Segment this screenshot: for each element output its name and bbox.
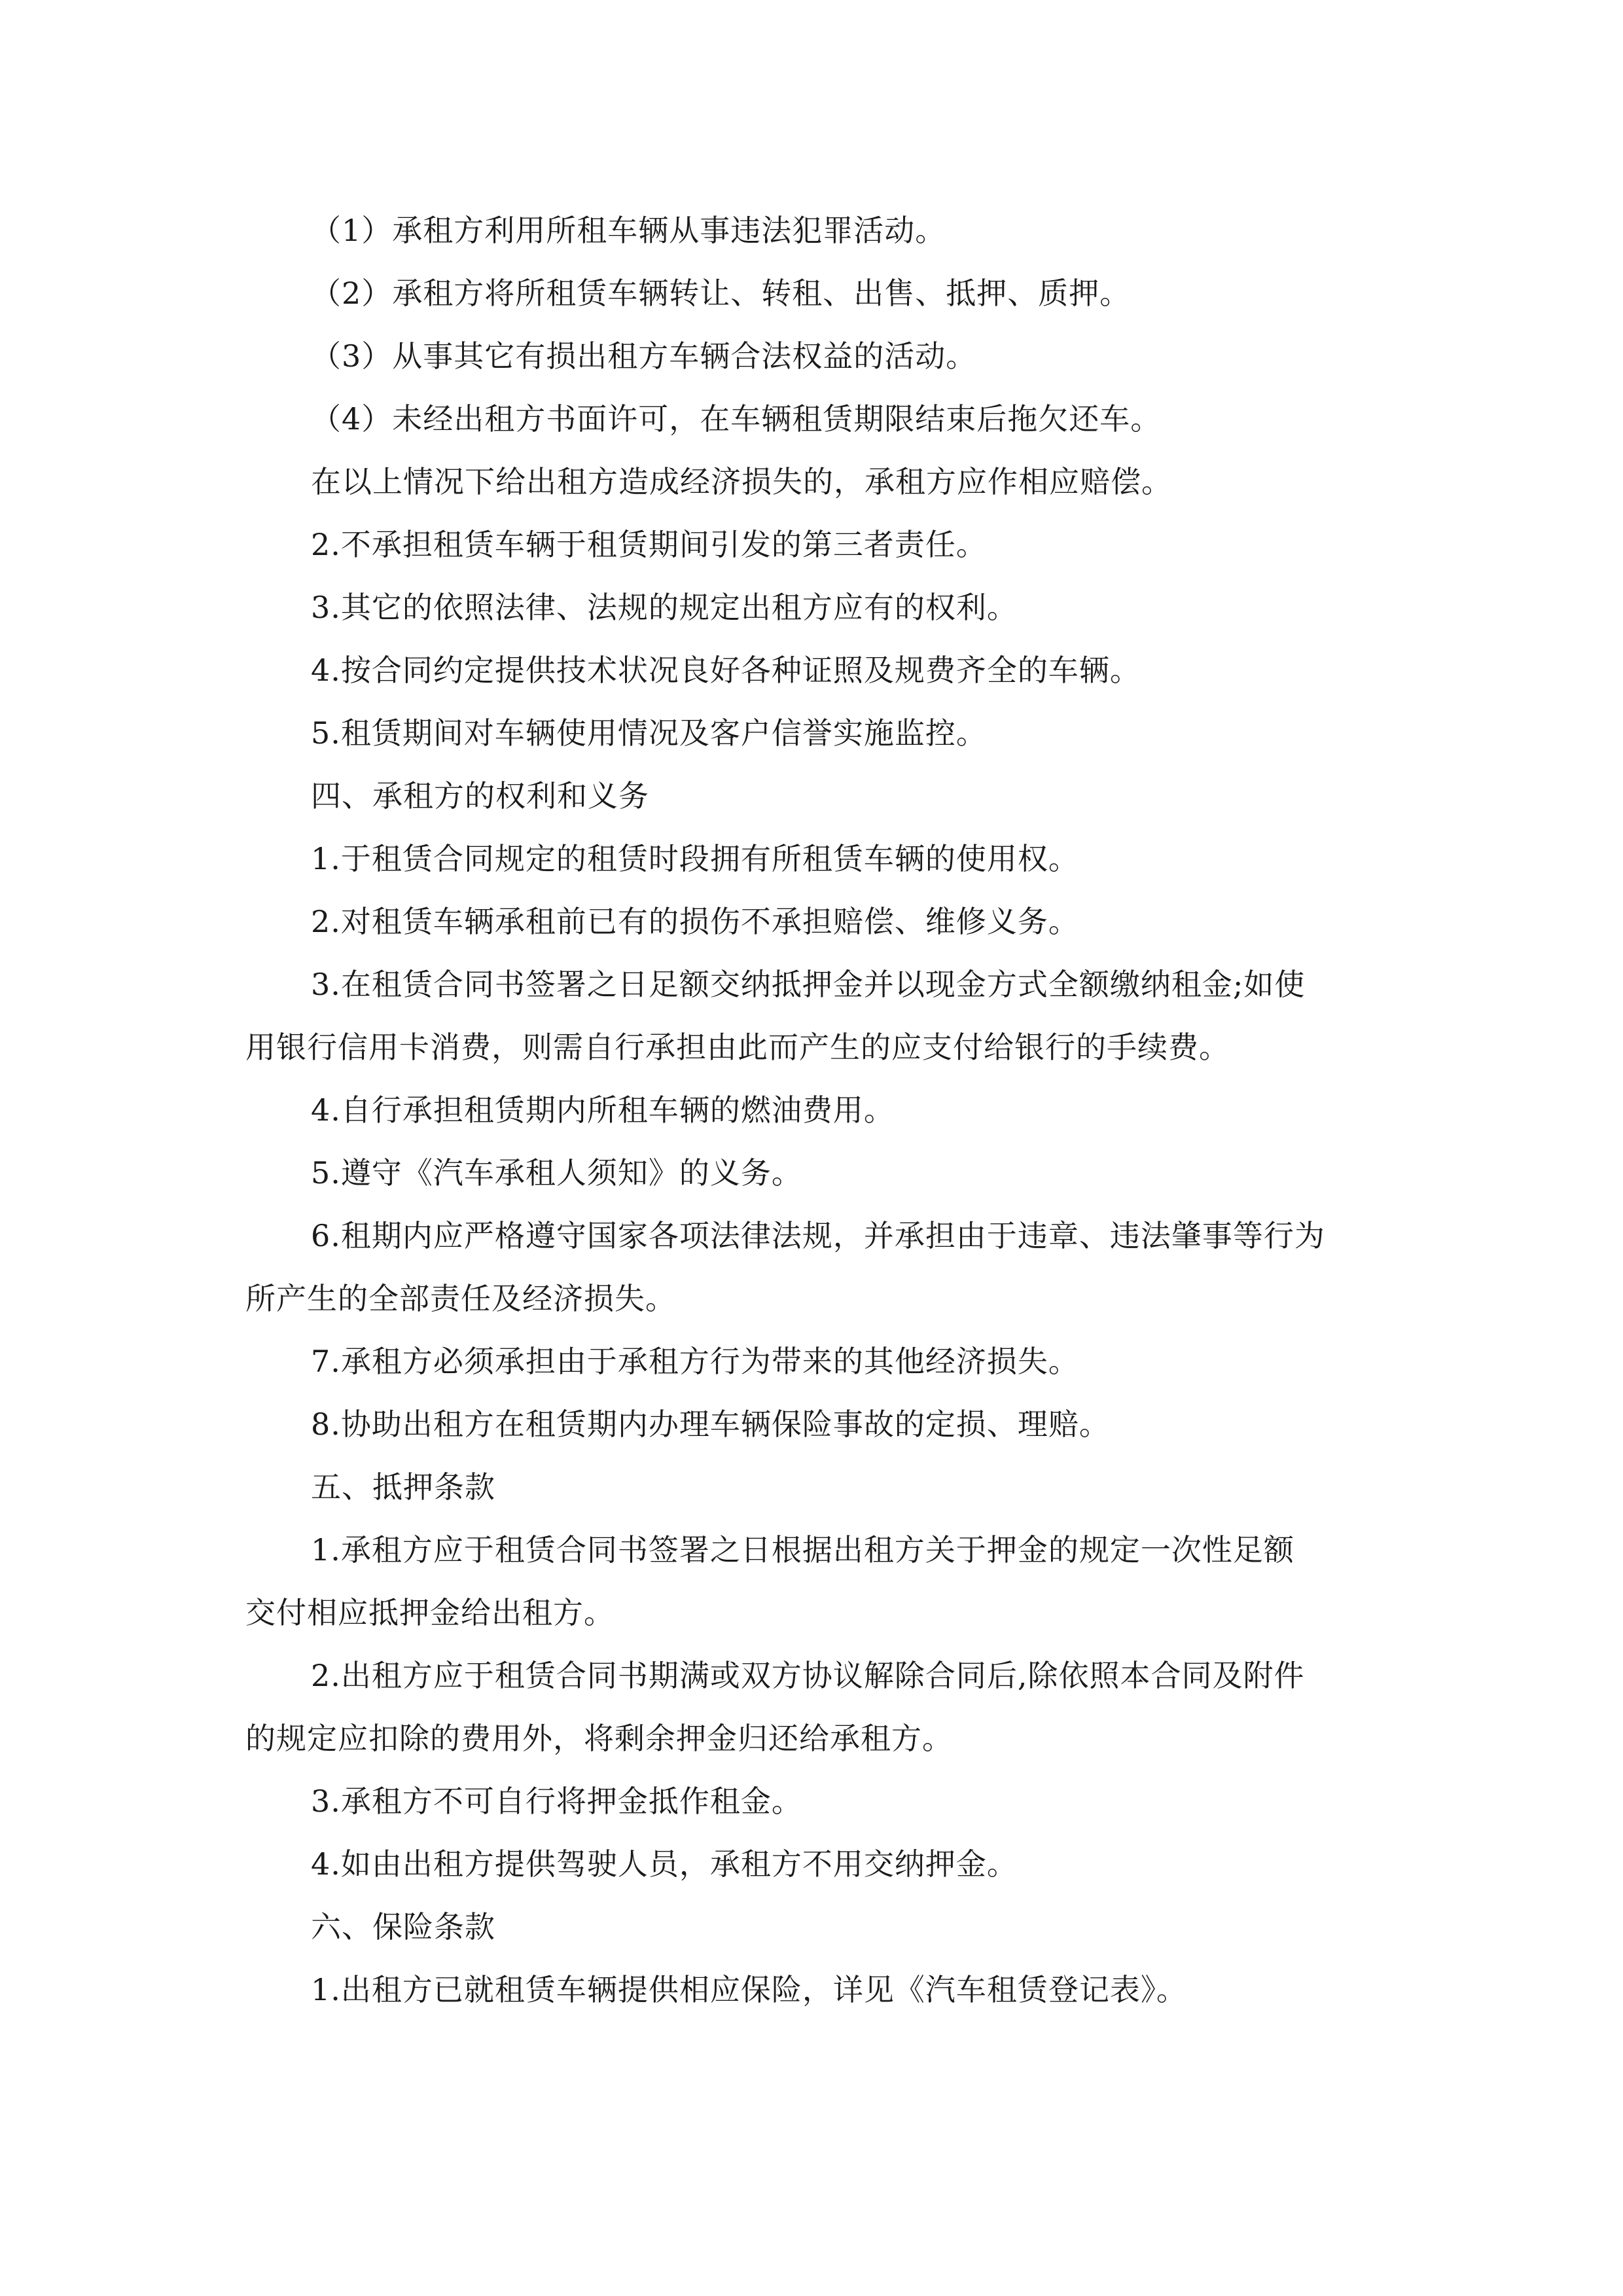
clause-sub-3: （3）从事其它有损出租方车辆合法权益的活动。: [311, 338, 977, 374]
clause-sub-1: （1）承租方利用所租车辆从事违法犯罪活动。: [311, 213, 946, 248]
lessor-clause-3: 3.其它的依照法律、法规的规定出租方应有的权利。: [311, 590, 1018, 625]
mortgage-clause-4: 4.如由出租方提供驾驶人员，承租方不用交纳押金。: [311, 1846, 1018, 1882]
mortgage-clause-3: 3.承租方不可自行将押金抵作租金。: [311, 1784, 802, 1819]
lessor-clause-2: 2.不承担租赁车辆于租赁期间引发的第三者责任。: [311, 527, 987, 562]
lessee-clause-1: 1.于租赁合同规定的租赁时段拥有所租赁车辆的使用权。: [311, 841, 1079, 876]
lessee-clause-3-line-1: 3.在租赁合同书签署之日足额交纳抵押金并以现金方式全额缴纳租金;如使: [311, 967, 1306, 1002]
mortgage-clause-1-line-2: 交付相应抵押金给出租方。: [245, 1595, 615, 1630]
clause-sub-4: （4）未经出租方书面许可，在车辆租赁期限结束后拖欠还车。: [311, 401, 1162, 437]
lessee-clause-4: 4.自行承担租赁期内所租车辆的燃油费用。: [311, 1092, 895, 1128]
section-heading-6: 六、保险条款: [311, 1909, 495, 1945]
lessee-clause-7: 7.承租方必须承担由于承租方行为带来的其他经济损失。: [311, 1344, 1079, 1379]
mortgage-clause-1-line-1: 1.承租方应于租赁合同书签署之日根据出租方关于押金的规定一次性足额: [311, 1532, 1294, 1568]
lessee-clause-2: 2.对租赁车辆承租前已有的损伤不承担赔偿、维修义务。: [311, 904, 1079, 939]
lessee-clause-5: 5.遵守《汽车承租人须知》的义务。: [311, 1155, 802, 1191]
lessor-clause-5: 5.租赁期间对车辆使用情况及客户信誉实施监控。: [311, 715, 987, 751]
lessee-clause-6-line-2: 所产生的全部责任及经济损失。: [245, 1281, 676, 1316]
lessee-clause-3-line-2: 用银行信用卡消费，则需自行承担由此而产生的应支付给银行的手续费。: [245, 1030, 1230, 1065]
section-heading-4: 四、承租方的权利和义务: [311, 778, 649, 814]
compensation-paragraph: 在以上情况下给出租方造成经济损失的，承租方应作相应赔偿。: [311, 464, 1172, 499]
mortgage-clause-2-line-1: 2.出租方应于租赁合同书期满或双方协议解除合同后,除依照本合同及附件: [311, 1658, 1305, 1693]
insurance-clause-1: 1.出租方已就租赁车辆提供相应保险，详见《汽车租赁登记表》。: [311, 1972, 1187, 2007]
lessor-clause-4: 4.按合同约定提供技术状况良好各种证照及规费齐全的车辆。: [311, 653, 1141, 688]
lessee-clause-8: 8.协助出租方在租赁期内办理车辆保险事故的定损、理赔。: [311, 1407, 1110, 1442]
clause-sub-2: （2）承租方将所租赁车辆转让、转租、出售、抵押、质押。: [311, 276, 1131, 311]
lessee-clause-6-line-1: 6.租期内应严格遵守国家各项法律法规，并承担由于违章、违法肇事等行为: [311, 1218, 1325, 1253]
mortgage-clause-2-line-2: 的规定应扣除的费用外，将剩余押金归还给承租方。: [245, 1721, 953, 1756]
section-heading-5: 五、抵押条款: [311, 1469, 495, 1505]
